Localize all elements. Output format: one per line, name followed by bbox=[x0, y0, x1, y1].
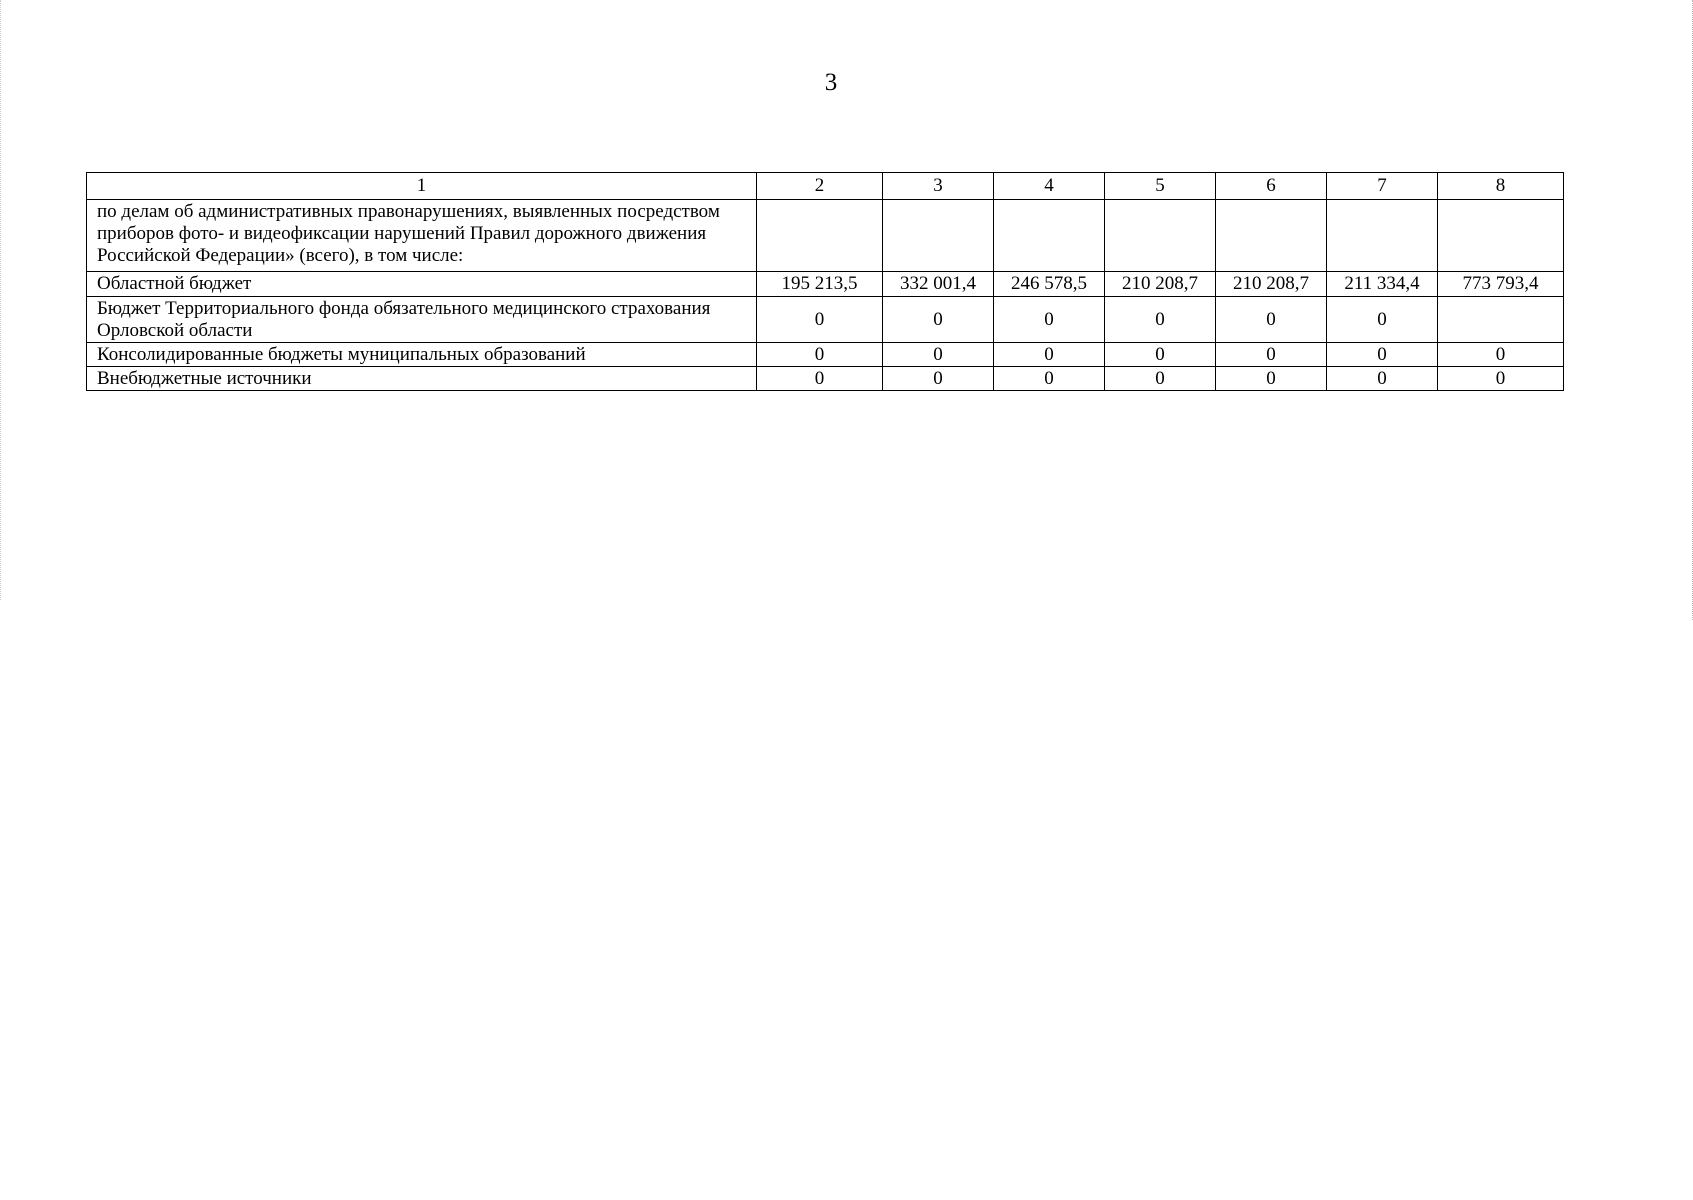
budget-table bbox=[86, 172, 1564, 391]
table-row bbox=[87, 343, 1564, 367]
table-cell bbox=[1327, 200, 1438, 272]
column-header: 6 bbox=[1216, 173, 1327, 200]
table-cell: 0 bbox=[757, 367, 883, 391]
table-cell: 210 208,7 bbox=[1105, 272, 1216, 297]
table-row bbox=[87, 367, 1564, 391]
table-cell: 0 bbox=[994, 297, 1105, 343]
table-cell bbox=[1438, 200, 1564, 272]
row-label: Консолидированные бюджеты муниципальных образований bbox=[87, 343, 757, 367]
table-cell: 0 bbox=[1327, 343, 1438, 367]
scan-edge-right bbox=[1688, 0, 1693, 620]
table-cell: 0 bbox=[994, 367, 1105, 391]
table-cell: 0 bbox=[1438, 367, 1564, 391]
page-number: 3 bbox=[824, 69, 838, 96]
table-cell: 210 208,7 bbox=[1216, 272, 1327, 297]
table-cell bbox=[883, 200, 994, 272]
column-header: 3 bbox=[883, 173, 994, 200]
table-cell: 0 bbox=[1216, 367, 1327, 391]
table-cell: 0 bbox=[1105, 367, 1216, 391]
table-row bbox=[87, 272, 1564, 297]
column-header: 7 bbox=[1327, 173, 1438, 200]
table-cell bbox=[994, 200, 1105, 272]
row-label: Областной бюджет bbox=[87, 272, 757, 297]
row-label: Бюджет Территориального фонда обязательного медицинского страхования Орловской области bbox=[87, 297, 757, 343]
table-cell bbox=[1105, 200, 1216, 272]
table-cell: 0 bbox=[883, 297, 994, 343]
table-cell: 0 bbox=[1105, 343, 1216, 367]
column-header: 2 bbox=[757, 173, 883, 200]
column-header: 8 bbox=[1438, 173, 1564, 200]
column-header: 5 bbox=[1105, 173, 1216, 200]
table-cell: 195 213,5 bbox=[757, 272, 883, 297]
table-cell: 773 793,4 bbox=[1438, 272, 1564, 297]
table-cell: 0 bbox=[994, 343, 1105, 367]
table-cell: 0 bbox=[883, 343, 994, 367]
table-cell: 0 bbox=[757, 297, 883, 343]
column-header: 4 bbox=[994, 173, 1105, 200]
table-cell bbox=[757, 200, 883, 272]
table-cell: 246 578,5 bbox=[994, 272, 1105, 297]
table-cell: 0 bbox=[883, 367, 994, 391]
table-cell: 0 bbox=[1216, 297, 1327, 343]
table-cell bbox=[1216, 200, 1327, 272]
table-cell: 0 bbox=[757, 343, 883, 367]
column-header: 1 bbox=[87, 173, 757, 200]
column-number-row bbox=[87, 173, 1564, 200]
row-label: по делам об административных правонарушениях, выявленных посредством приборов фото- и видеофиксации нарушений Правил дорожного движения Российской Федерации» (всего), в том числе: bbox=[87, 200, 757, 272]
table-row bbox=[87, 297, 1564, 343]
row-label: Внебюджетные источники bbox=[87, 367, 757, 391]
table-row bbox=[87, 200, 1564, 272]
table-cell: 0 bbox=[1327, 367, 1438, 391]
table-cell: 211 334,4 bbox=[1327, 272, 1438, 297]
table-cell: 0 bbox=[1105, 297, 1216, 343]
table-cell: 0 bbox=[1216, 343, 1327, 367]
table-cell: 332 001,4 bbox=[883, 272, 994, 297]
table-cell: 0 bbox=[1438, 343, 1564, 367]
table-cell: 0 bbox=[1327, 297, 1438, 343]
table-cell bbox=[1438, 297, 1564, 343]
